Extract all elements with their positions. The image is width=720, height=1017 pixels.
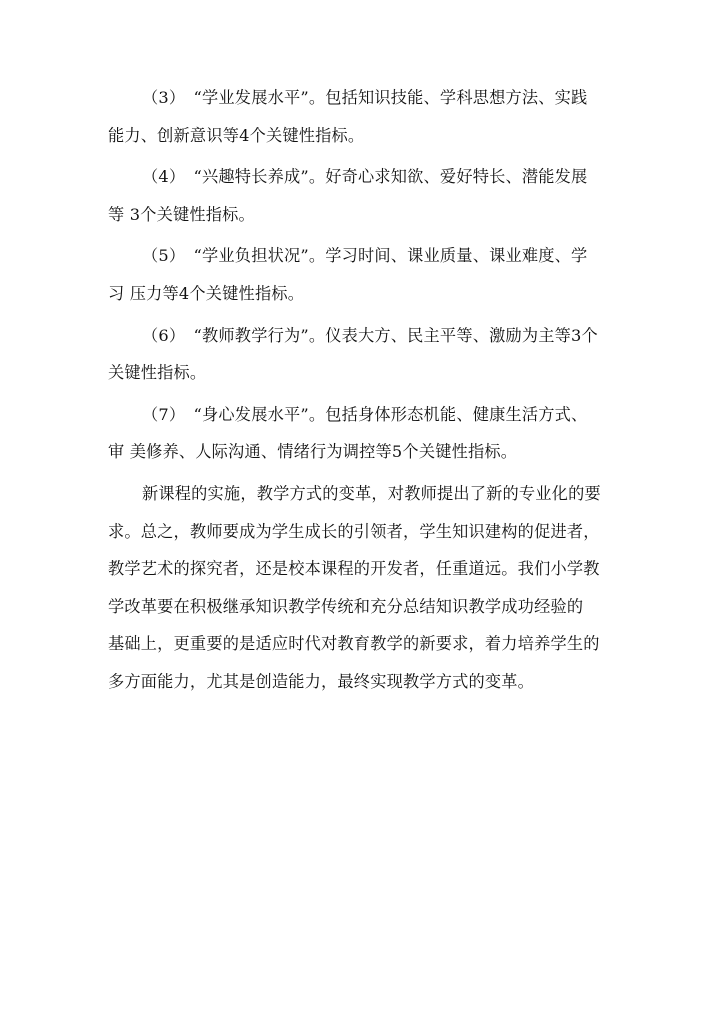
list-item-3 [108, 79, 620, 154]
closing-line-2: 求。总之，教师要成为学生成长的引领者，学生知识建构的促进者， [108, 521, 600, 541]
closing-line-5: 基础上，更重要的是适应时代对教育教学的新要求，着力培养学生的 [108, 634, 600, 654]
document-body [108, 79, 620, 705]
list-item-6 [108, 317, 620, 392]
list-item-3-line-1: （3） “学业发展水平”。包括知识技能、学科思想方法、实践 [142, 88, 588, 107]
list-item-7-line-2: 审 美修养、人际沟通、情绪行为调控等5个关键性指标。 [108, 442, 518, 462]
list-item-3-line-2: 能力、创新意识等4个关键性指标。 [108, 125, 365, 145]
list-item-7 [108, 396, 620, 471]
list-item-5-line-2: 习 压力等4个关键性指标。 [108, 283, 305, 303]
closing-paragraph [108, 475, 620, 701]
list-item-5-line-1: （5） “学业负担状况”。学习时间、课业质量、课业难度、学 [142, 246, 588, 266]
closing-line-1: 新课程的实施，教学方式的变革，对教师提出了新的专业化的要 [142, 483, 601, 503]
list-item-4 [108, 158, 620, 233]
closing-line-4: 学改革要在积极继承知识教学传统和充分总结知识教学成功经验的 [108, 596, 584, 616]
list-item-6-line-1: （6） “教师教学行为”。仪表大方、民主平等、激励为主等3个 [142, 325, 598, 345]
closing-line-3: 教学艺术的探究者，还是校本课程的开发者，任重道远。我们小学教 [108, 559, 600, 579]
closing-line-6: 多方面能力，尤其是创造能力，最终实现教学方式的变革。 [108, 671, 535, 691]
list-item-5 [108, 237, 620, 312]
list-item-7-line-1: （7） “身心发展水平”。包括身体形态机能、健康生活方式、 [142, 404, 588, 424]
list-item-4-line-1: （4） “兴趣特长养成”。好奇心求知欲、爱好特长、潜能发展 [142, 167, 588, 187]
list-item-6-line-2: 关键性指标。 [108, 363, 207, 383]
list-item-4-line-2: 等 3个关键性指标。 [108, 204, 255, 224]
